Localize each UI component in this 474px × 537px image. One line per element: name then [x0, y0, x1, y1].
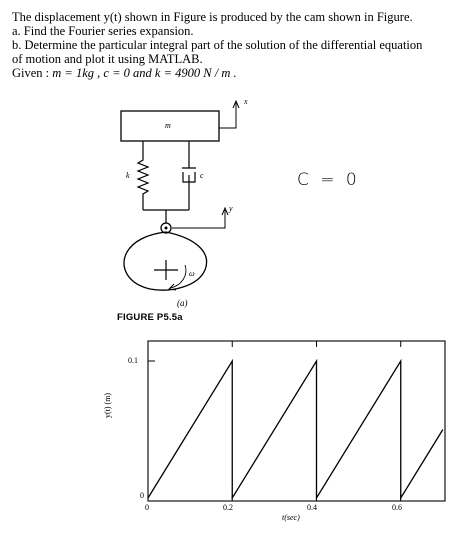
x-tick-label-0: 0 — [145, 503, 149, 512]
x-tick-label-04: 0.4 — [307, 503, 317, 512]
handwritten-note: C = 0 — [297, 170, 360, 190]
given-values: m = 1kg , c = 0 and k = 4900 N / m . — [52, 66, 237, 80]
problem-part-b: b. Determine the particular integral part of the solution of the differential equation — [12, 38, 423, 52]
spring-k — [138, 141, 148, 210]
cam-profile — [124, 232, 206, 290]
y-axis-label: y(t) (m) — [103, 392, 112, 418]
displacement-chart — [148, 341, 445, 501]
figure-subcaption: (a) — [177, 298, 188, 308]
y-arrow — [172, 210, 225, 228]
x-axis-label: t(sec) — [282, 513, 300, 522]
figure-caption: FIGURE P5.5a — [117, 312, 183, 323]
y-tick-label-zero: 0 — [140, 491, 144, 500]
spring-label: k — [126, 171, 130, 180]
tick-marks — [148, 341, 401, 501]
problem-part-a: a. Find the Fourier series expansion. — [12, 24, 194, 38]
problem-line-1: The displacement y(t) shown in Figure is produced by the cam shown in Figure. — [12, 10, 413, 24]
x-tick-label-02: 0.2 — [223, 503, 233, 512]
x-coordinate-label: x — [244, 97, 248, 106]
omega-arrow — [170, 265, 186, 288]
given-prefix: Given : — [12, 66, 50, 80]
x-tick-label-06: 0.6 — [392, 503, 402, 512]
damper-c — [182, 141, 196, 210]
problem-part-b-cont: of motion and plot it using MATLAB. — [12, 52, 203, 66]
y-coordinate-label: y — [229, 204, 233, 213]
y-tick-label-top: 0.1 — [128, 356, 138, 365]
series-layer — [148, 361, 443, 498]
mass-label: m — [165, 121, 171, 130]
omega-label: ω — [189, 269, 195, 278]
series-line-0 — [148, 361, 443, 498]
damper-label: c — [200, 171, 204, 180]
